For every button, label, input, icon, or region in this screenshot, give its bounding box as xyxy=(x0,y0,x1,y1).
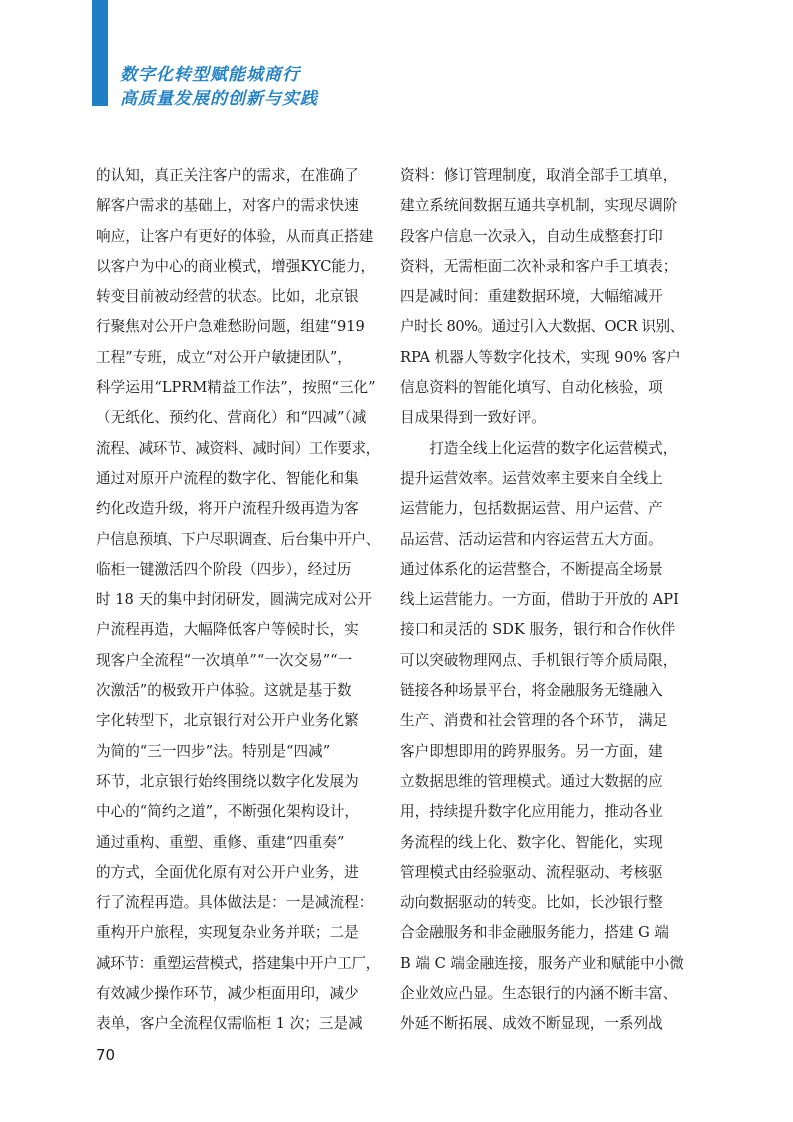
text-line: 户信息预填、下户尽职调查、后台集中开户、 xyxy=(96,530,380,548)
text-line: 段客户信息一次录入，自动生成整套打印 xyxy=(400,227,663,245)
text-line: 目成果得到一致好评。 xyxy=(400,409,546,427)
left-text-column xyxy=(96,161,380,1040)
text-line: 提升运营效率。运营效率主要来自全线上 xyxy=(400,469,663,487)
text-line: 中心的“简约之道”，不断强化架构设计， xyxy=(96,803,360,821)
text-line: 资料，无需柜面二次补录和客户手工填表； xyxy=(400,257,678,275)
text-line: 建立系统间数据互通共享机制，实现尽调阶 xyxy=(400,197,678,215)
text-line: 字化转型下，北京银行对公开户业务化繁 xyxy=(96,712,359,730)
text-line: 重构开户旅程，实现复杂业务并联；二是 xyxy=(96,924,359,942)
text-line: 接口和灵活的 SDK 服务，银行和合作伙伴 xyxy=(400,621,676,639)
header-title-line1: 数字化转型赋能城商行 xyxy=(120,65,300,85)
text-line: 管理模式由经验驱动、流程驱动、考核驱 xyxy=(400,863,663,881)
text-line: 可以突破物理网点、手机银行等介质局限， xyxy=(400,651,678,669)
text-line: B 端 C 端金融连接，服务产业和赋能中小微 xyxy=(400,954,684,972)
text-line: 解客户需求的基础上，对客户的需求快速 xyxy=(96,197,359,215)
header-accent-bar xyxy=(92,0,108,106)
text-line: 以客户为中心的商业模式，增强KYC能力， xyxy=(96,257,376,275)
text-line: 资料：修订管理制度，取消全部手工填单， xyxy=(400,167,678,184)
text-line: 通过体系化的运营整合，不断提高全场景 xyxy=(400,560,663,578)
text-line: 立数据思维的管理模式。通过大数据的应 xyxy=(400,772,663,790)
text-line: 动向数据驱动的转变。比如，长沙银行整 xyxy=(400,894,663,912)
text-line: 客户即想即用的跨界服务。另一方面，建 xyxy=(400,742,663,760)
text-line: 环节，北京银行始终围绕以数字化发展为 xyxy=(96,772,359,790)
page-number: 70 xyxy=(96,1046,116,1064)
text-line: 外延不断拓展、成效不断显现，一系列战 xyxy=(400,1015,663,1033)
text-line: 约化改造升级，将开户流程升级再造为客 xyxy=(96,500,359,518)
text-line: （无纸化、预约化、营商化）和“四减”（减 xyxy=(96,409,367,427)
text-line: 行了流程再造。具体做法是：一是减流程： xyxy=(96,894,374,912)
text-line: 表单，客户全流程仅需临柜 1 次；三是减 xyxy=(96,1015,363,1033)
text-line: 通过对原开户流程的数字化、智能化和集 xyxy=(96,469,359,487)
text-line: 现客户全流程“一次填单”“一次交易”“一 xyxy=(96,651,353,669)
text-line: 次激活”的极致开户体验。这就是基于数 xyxy=(96,682,352,700)
text-line: 户时长 80%。通过引入大数据、OCR 识别、 xyxy=(400,318,684,336)
text-line: 生产、消费和社会管理的各个环节， 满足 xyxy=(400,712,668,730)
text-line: 临柜一键激活四个阶段（四步），经过历 xyxy=(96,560,352,578)
text-line: 的方式，全面优化原有对公开户业务，进 xyxy=(96,863,359,881)
text-line: RPA 机器人等数字化技术，实现 90% 客户 xyxy=(400,348,681,366)
text-line: 户流程再造，大幅降低客户等候时长，实 xyxy=(96,621,359,639)
text-line: 运营能力，包括数据运营、用户运营、产 xyxy=(400,500,663,518)
text-line: 链接各种场景平台，将金融服务无缝融入 xyxy=(400,682,663,700)
text-line: 转变目前被动经营的状态。比如，北京银 xyxy=(96,288,359,306)
text-line: 合金融服务和非金融服务能力，搭建 G 端 xyxy=(400,924,670,942)
text-line: 通过重构、重塑、重修、重建“四重奏” xyxy=(96,833,345,851)
text-line: 线上运营能力。一方面，借助于开放的 API xyxy=(400,591,679,609)
text-line: 四是减时间：重建数据环境，大幅缩减开 xyxy=(400,288,663,306)
text-line: 品运营、活动运营和内容运营五大方面。 xyxy=(400,530,663,548)
text-line: 企业效应凸显。生态银行的内涵不断丰富、 xyxy=(400,985,678,1003)
text-line: 为简的“三一四步”法。特别是“四减” xyxy=(96,742,331,760)
text-line: 工程”专班，成立“对公开户敏捷团队”， xyxy=(96,348,352,366)
text-line: 有效减少操作环节，减少柜面用印，减少 xyxy=(96,985,359,1003)
text-line: 信息资料的智能化填写、自动化核验，项 xyxy=(400,379,663,397)
text-line: 务流程的线上化、数字化、智能化，实现 xyxy=(400,833,663,851)
right-text-column xyxy=(400,161,684,1040)
header-title-line2: 高质量发展的创新与实践 xyxy=(120,89,318,109)
text-line: 的认知，真正关注客户的需求，在准确了 xyxy=(96,167,359,184)
running-header xyxy=(120,63,318,111)
text-line: 用，持续提升数字化应用能力，推动各业 xyxy=(400,803,663,821)
text-line: 行聚焦对公开户急难愁盼问题，组建“919 xyxy=(96,318,365,336)
text-line: 时 18 天的集中封闭研发，圆满完成对公开 xyxy=(96,591,372,609)
text-line: 减环节：重塑运营模式，搭建集中开户工厂， xyxy=(96,954,380,972)
text-line: 流程、减环节、减资料、减时间）工作要求， xyxy=(96,439,380,457)
text-line: 响应，让客户有更好的体验，从而真正搭建 xyxy=(96,227,374,245)
text-line: 打造全线上化运营的数字化运营模式， xyxy=(400,439,678,457)
text-line: 科学运用“LPRM精益工作法”，按照“三化” xyxy=(96,379,376,397)
